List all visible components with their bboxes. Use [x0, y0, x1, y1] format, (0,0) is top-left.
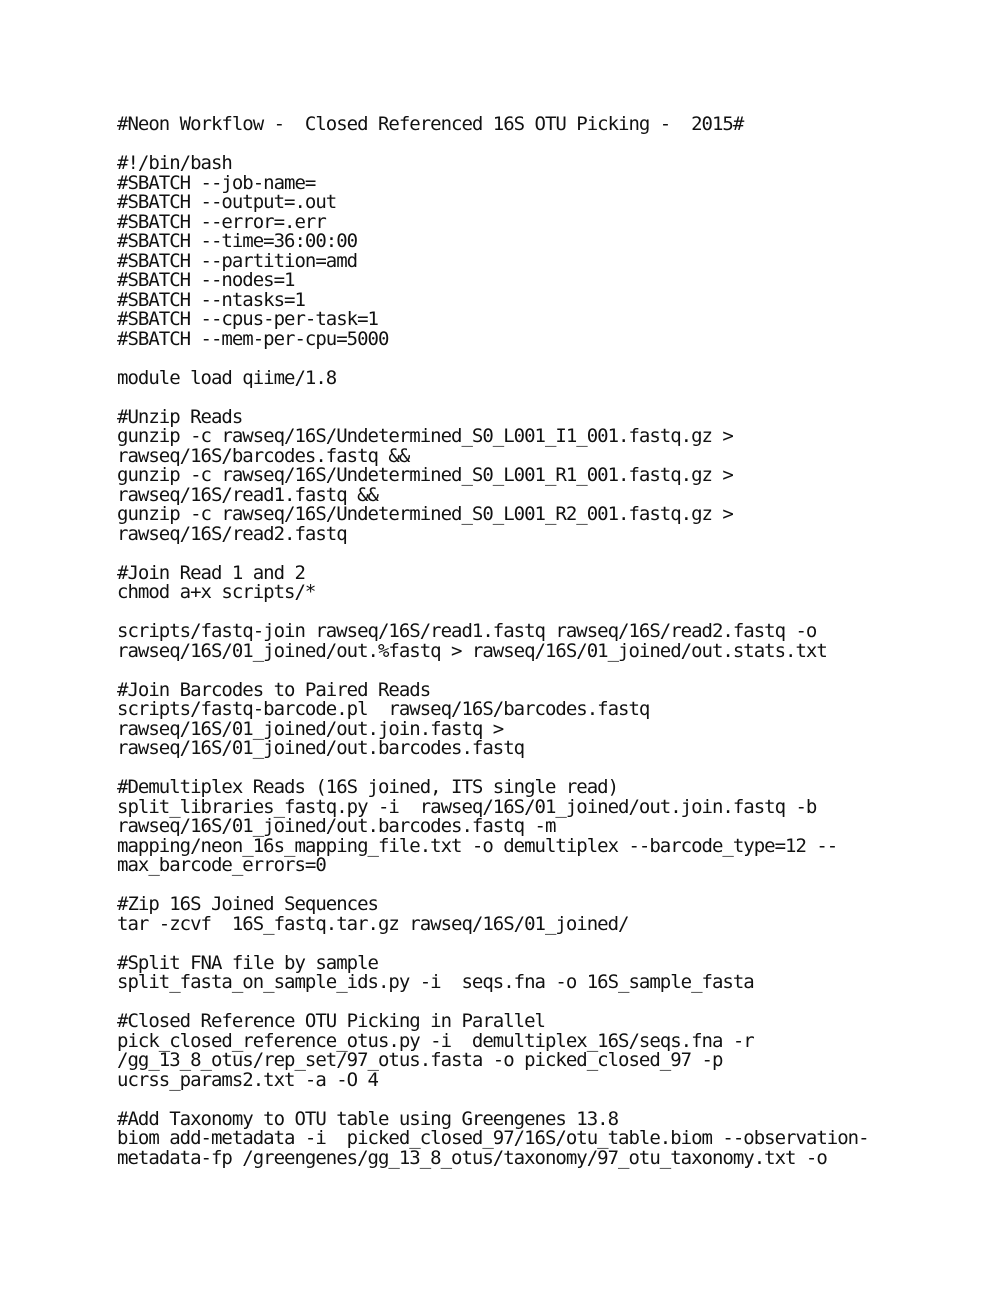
script-line: mapping/neon_16s_mapping_file.txt -o demultiplex --barcode_type=12 --: [117, 834, 839, 857]
script-line: #Join Barcodes to Paired Reads: [117, 678, 432, 701]
script-line: /gg_13_8_otus/rep_set/97_otus.fasta -o picked_closed_97 -p: [117, 1049, 724, 1071]
script-line: #SBATCH --mem-per-cpu=5000: [117, 327, 390, 350]
script-line: [117, 934, 869, 954]
script-line: [117, 661, 869, 681]
script-line: #Split FNA file by sample: [117, 951, 379, 974]
script-line: rawseq/16S/01_joined/out.join.fastq >: [117, 717, 505, 740]
script-line: #Add Taxonomy to OTU table using Greengenes 13.8: [117, 1107, 620, 1130]
script-line: #SBATCH --cpus-per-task=1: [117, 308, 379, 330]
script-line: #Demultiplex Reads (16S joined, ITS single read): [117, 776, 620, 798]
script-line: #Neon Workflow - Closed Referenced 16S OTU Picking - 2015#: [117, 113, 745, 135]
script-line: #SBATCH --partition=amd: [117, 249, 359, 272]
script-line: rawseq/16S/barcodes.fastq &&: [117, 444, 411, 467]
script-line: [117, 388, 869, 408]
script-line: rawseq/16S/01_joined/out.barcodes.fastq -m: [117, 815, 557, 837]
script-line: rawseq/16S/01_joined/out.%fastq > rawseq/16S/01_joined/out.stats.txt: [117, 639, 828, 662]
script-line: gunzip -c rawseq/16S/Undetermined_S0_L001_R1_001.fastq.gz >: [117, 464, 734, 486]
script-line: split_fasta_on_sample_ids.py -i seqs.fna -o 16S_sample_fasta: [117, 971, 755, 993]
script-line: [117, 349, 869, 369]
script-line: ucrss_params2.txt -a -O 4: [117, 1068, 379, 1091]
script-line: scripts/fastq-barcode.pl rawseq/16S/barcodes.fastq: [117, 698, 651, 720]
script-line: [117, 544, 869, 564]
script-line: rawseq/16S/read1.fastq &&: [117, 483, 379, 506]
script-line: tar -zcvf 16S_fastq.tar.gz rawseq/16S/01_joined/: [117, 912, 630, 935]
script-line: #SBATCH --time=36:00:00: [117, 230, 359, 252]
script-line: #SBATCH --nodes=1: [117, 269, 296, 291]
script-line: max_barcode_errors=0: [117, 854, 327, 876]
script-line: module load qiime/1.8: [117, 366, 338, 389]
script-line: rawseq/16S/read2.fastq: [117, 522, 348, 545]
script-line: gunzip -c rawseq/16S/Undetermined_S0_L001_I1_001.fastq.gz >: [117, 425, 734, 447]
script-line: #Zip 16S Joined Sequences: [117, 893, 379, 915]
script-line: pick_closed_reference_otus.py -i demultiplex_16S/seqs.fna -r: [117, 1029, 755, 1052]
script-line: #Unzip Reads: [117, 405, 244, 428]
script-line: #Closed Reference OTU Picking in Parallel: [117, 1010, 546, 1032]
script-line: gunzip -c rawseq/16S/Undetermined_S0_L001_R2_001.fastq.gz >: [117, 503, 734, 525]
script-line: biom add-metadata -i picked_closed_97/16S/otu_table.biom --observation-: [117, 1127, 870, 1149]
script-line: #SBATCH --ntasks=1: [117, 288, 306, 311]
script-line: #SBATCH --job-name=: [117, 171, 317, 194]
script-line: #Join Read 1 and 2: [117, 561, 306, 584]
script-line: split_libraries_fastq.py -i rawseq/16S/01_joined/out.join.fastq -b: [117, 795, 818, 818]
script-line: scripts/fastq-join rawseq/16S/read1.fastq rawseq/16S/read2.fastq -o: [117, 620, 818, 642]
script-line: [117, 1090, 869, 1110]
script-line: #SBATCH --output=.out: [117, 191, 338, 213]
script-line: chmod a+x scripts/*: [117, 581, 317, 603]
script-line: #!/bin/bash: [117, 152, 233, 174]
script-line: #SBATCH --error=.err: [117, 210, 327, 233]
script-line: rawseq/16S/01_joined/out.barcodes.fastq: [117, 737, 526, 759]
script-text: [117, 115, 869, 1168]
script-line: metadata-fp /greengenes/gg_13_8_otus/taxonomy/97_otu_taxonomy.txt -o: [117, 1146, 828, 1169]
